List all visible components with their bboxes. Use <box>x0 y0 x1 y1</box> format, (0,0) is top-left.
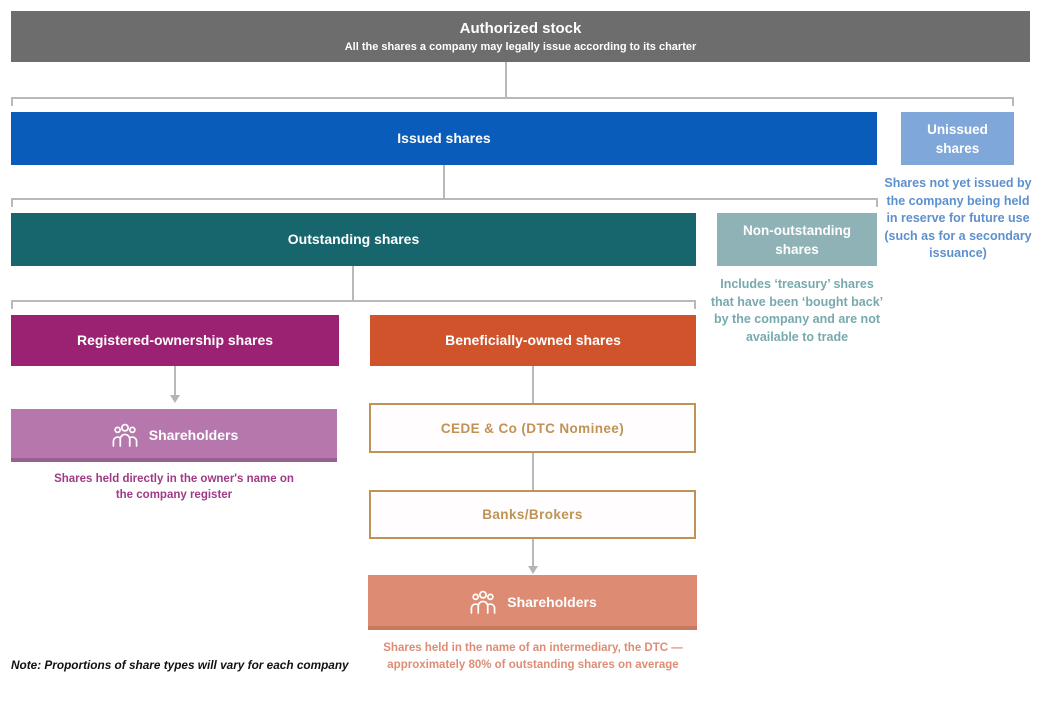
connector-tick-issued <box>11 97 13 106</box>
connector-tick-unissued <box>1012 97 1014 106</box>
authorized-stock-subtitle: All the shares a company may legally issue according to its charter <box>344 40 697 53</box>
connector-bracket-3 <box>11 300 696 302</box>
outstanding-shares-box <box>11 213 696 266</box>
unissued-shares-caption: Shares not yet issued by the company being held in reserve for future use (such as for a secondary issuance) <box>884 176 1032 260</box>
non-outstanding-shares-label: Non-outstanding shares <box>743 222 851 257</box>
issued-shares-label: Issued shares <box>397 130 491 146</box>
registered-shareholders-label: Shareholders <box>148 427 239 443</box>
connector-stem-outstanding <box>352 266 354 300</box>
people-group-icon <box>110 423 140 448</box>
connector-cede-banks <box>532 453 534 490</box>
unissued-shares-box <box>901 112 1014 165</box>
issued-shares-box <box>11 112 877 165</box>
beneficial-shareholders-box <box>368 575 697 630</box>
registered-shareholders-box <box>11 409 337 462</box>
non-outstanding-shares-box <box>717 213 877 266</box>
registered-ownership-box <box>11 315 339 366</box>
people-group-icon <box>468 590 498 615</box>
connector-bracket-2 <box>11 198 878 200</box>
arrow-down-icon <box>170 395 180 403</box>
connector-stem-authorized <box>505 62 507 97</box>
beneficial-shareholders-label: Shareholders <box>507 594 597 610</box>
authorized-stock-box <box>11 11 1030 62</box>
registered-ownership-label: Registered-ownership shares <box>76 332 274 348</box>
cede-box <box>369 403 696 453</box>
connector-tick-beneficial <box>694 300 696 309</box>
connector-tick-registered <box>11 300 13 309</box>
outstanding-shares-label: Outstanding shares <box>287 231 420 247</box>
connector-tick-outstanding <box>11 198 13 207</box>
beneficial-shareholders-caption: Shares held in the name of an intermediary, the DTC — approximately 80% of outstanding shares on average <box>383 642 683 671</box>
connector-registered-shareholders <box>174 366 176 395</box>
banks-brokers-label: Banks/Brokers <box>482 507 583 522</box>
unissued-shares-label: Unissued shares <box>927 121 988 156</box>
arrow-down-icon <box>528 566 538 574</box>
footnote: Note: Proportions of share types will vary for each company <box>11 658 349 672</box>
connector-banks-shareholders <box>532 539 534 566</box>
non-outstanding-shares-caption: Includes ‘treasury’ shares that have been ‘bought back’ by the company and are not available to trade <box>710 277 884 344</box>
registered-shareholders-caption: Shares held directly in the owner's name on the company register <box>54 473 294 501</box>
connector-bracket-1 <box>11 97 1014 99</box>
beneficially-owned-label: Beneficially-owned shares <box>445 332 621 348</box>
authorized-stock-title: Authorized stock <box>459 19 582 37</box>
connector-beneficial-cede <box>532 366 534 403</box>
connector-stem-issued <box>443 165 445 198</box>
cede-label: CEDE & Co (DTC Nominee) <box>440 420 625 436</box>
banks-brokers-box <box>369 490 696 539</box>
connector-tick-non-outstanding <box>876 198 878 207</box>
beneficially-owned-box <box>370 315 696 366</box>
